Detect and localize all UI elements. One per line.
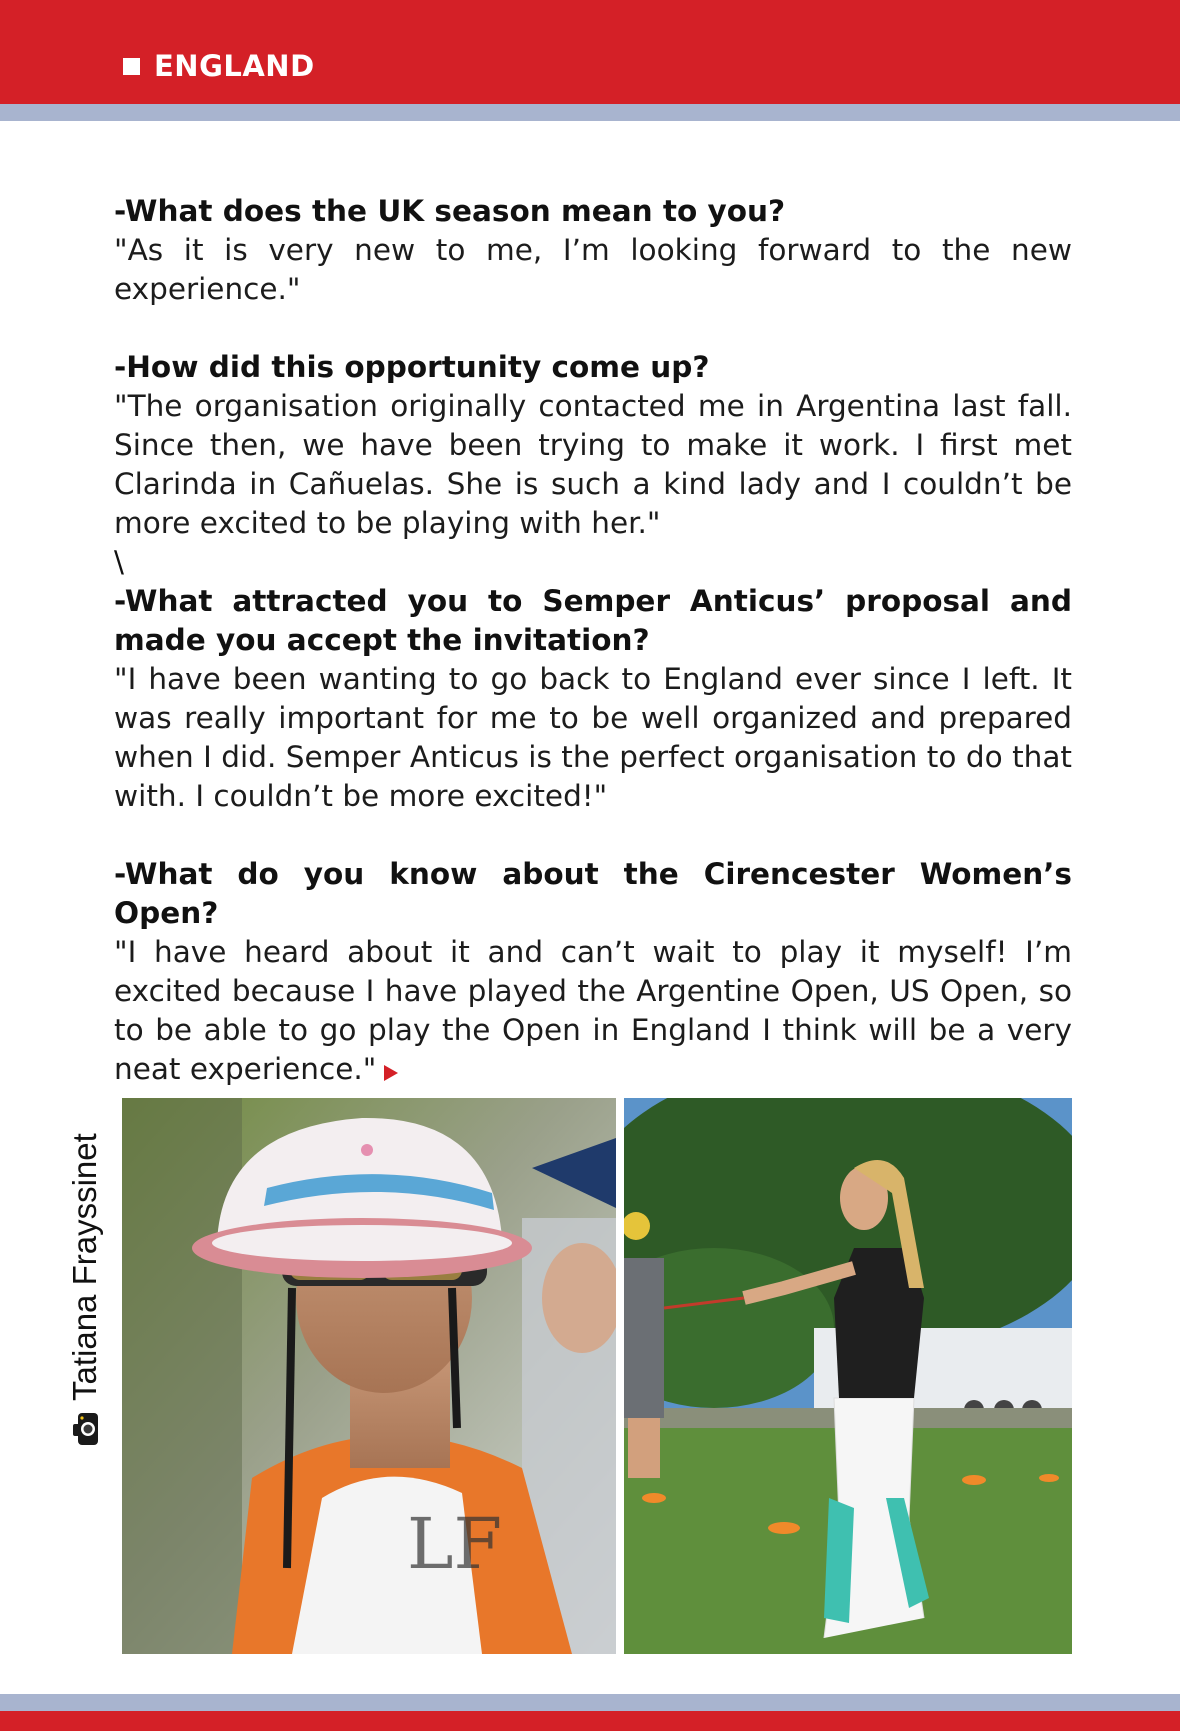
section-title: ENGLAND <box>154 49 315 83</box>
question: -What do you know about the Cirencester Women’s Open? <box>114 857 1072 930</box>
qa-block <box>114 582 1072 816</box>
interview-article <box>114 192 1072 1089</box>
photographer-name: Tatiana Frayssinet <box>66 1133 103 1401</box>
answer: "As it is very new to me, I’m looking forward to the new experience." <box>114 233 1072 306</box>
stray-backslash: \ <box>114 545 124 579</box>
header-stripe <box>0 104 1180 121</box>
question: -What attracted you to Semper Anticus’ proposal and made you accept the invitation? <box>114 584 1072 657</box>
footer-bar <box>0 1711 1180 1731</box>
answer <box>114 933 1072 1089</box>
question: -How did this opportunity come up? <box>114 350 710 384</box>
question: -What does the UK season mean to you? <box>114 194 786 228</box>
photo-credit <box>57 1097 113 1447</box>
end-of-article-icon <box>384 1065 398 1081</box>
camera-icon <box>70 1411 100 1447</box>
square-bullet-icon <box>123 58 140 75</box>
photo-player-training-field <box>624 1098 1072 1654</box>
qa-block <box>114 855 1072 1089</box>
qa-block <box>114 348 1072 582</box>
answer-text: "I have heard about it and can’t wait to play it myself! I’m excited because I have played the Argentine Open, US Open, so to be able to go play the Open in England I think will be a very neat experience." <box>114 935 1072 1086</box>
svg-text:LF: LF <box>407 1503 503 1585</box>
photo-polo-player-helmet <box>122 1098 616 1654</box>
section-label <box>123 46 315 86</box>
answer: "I have been wanting to go back to England ever since I left. It was really important for me to be well organized and prepared when I did. Semper Anticus is the perfect organisation to do that with. I couldn’t be more excited!" <box>114 662 1072 813</box>
qa-block <box>114 192 1072 309</box>
footer-stripe <box>0 1694 1180 1711</box>
answer: "The organisation originally contacted me in Argentina last fall. Since then, we have been trying to make it work. I first met Clarinda in Cañuelas. She is such a kind lady and I couldn’t be more excited to be playing with her." <box>114 389 1072 540</box>
